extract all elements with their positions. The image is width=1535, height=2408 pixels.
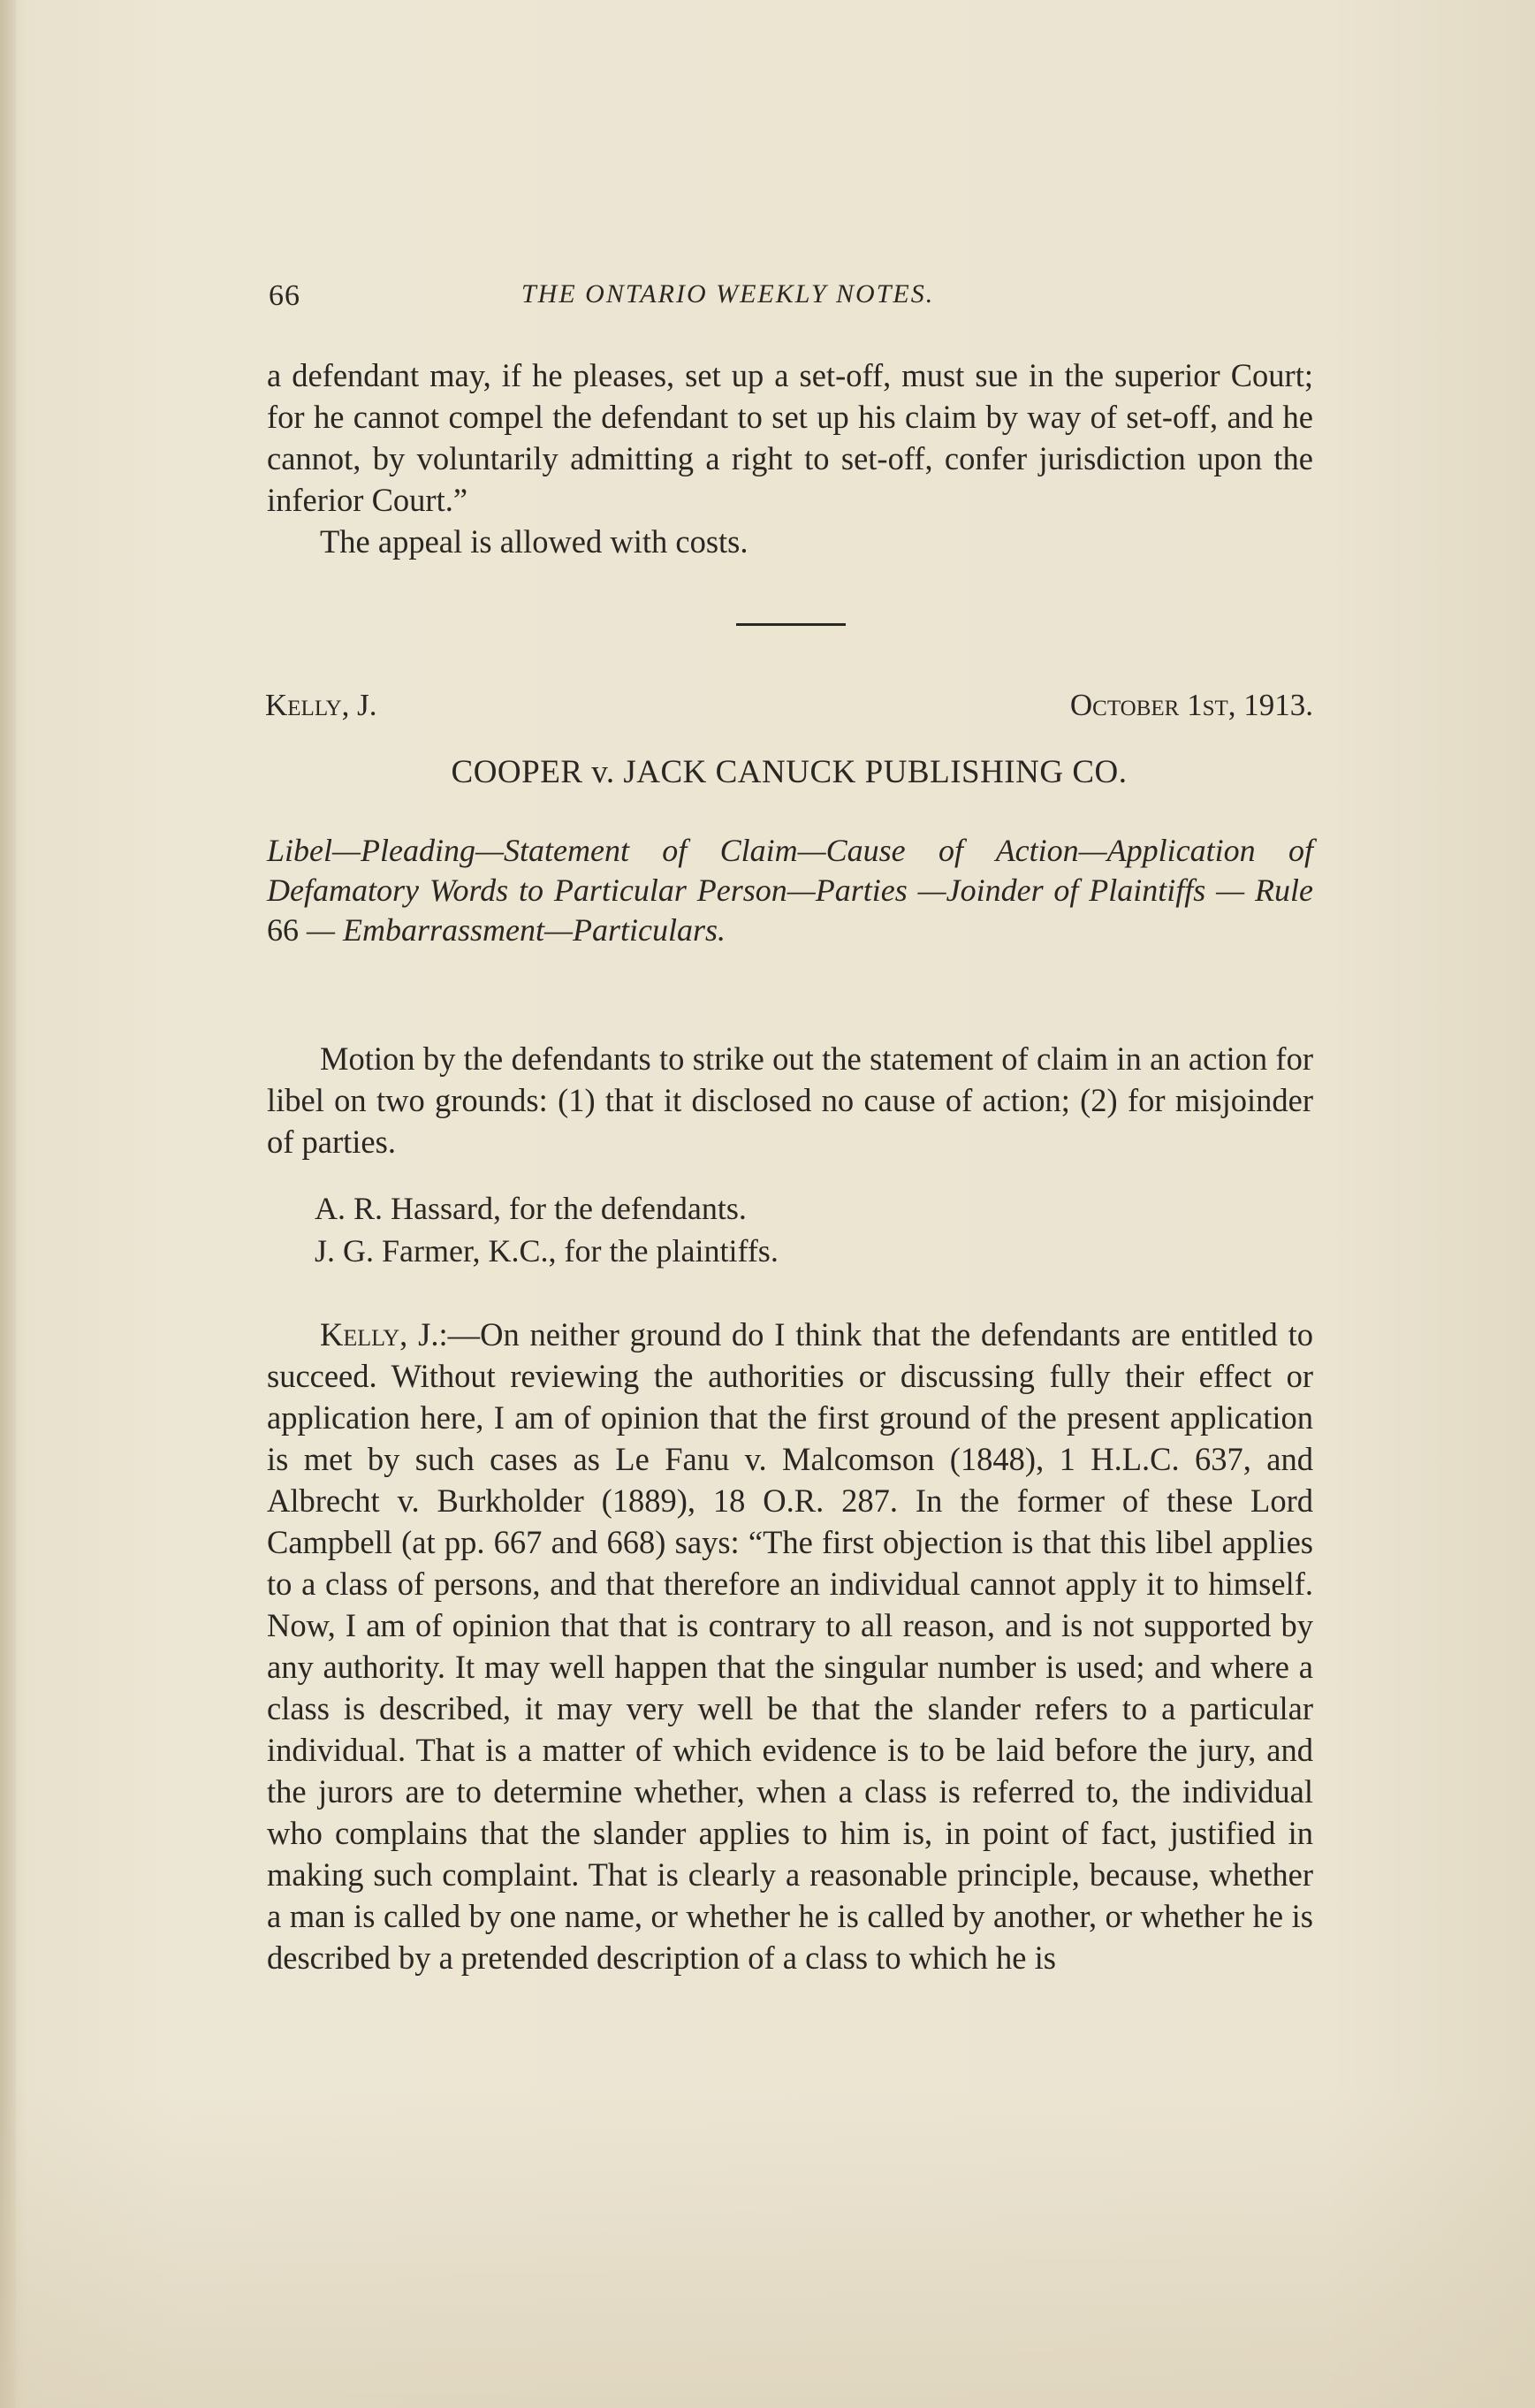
closing-line: The appeal is allowed with costs. bbox=[320, 523, 749, 560]
headnote-rule-number: 66 bbox=[267, 912, 299, 948]
judgment-body: :—On neither ground do I think that the defendants are entitled to succeed. Without reviewing the authorities or discussing fully their effect or application here, I am of opinion that the first ground of the present application is met by such cases as Le Fanu v. Malcomson (1848), 1 H.L.C. 637, and Albrecht v. Burkholder (1889), 18 O.R. 287. In the former of these Lord Campbell (at pp. 667 and 668) says: “The first objection is that this libel applies to a class of persons, and that therefore an individual cannot apply it to himself. Now, I am of opinion that that is contrary to all reason, and is not supported by any authority. It may well happen that the singular number is used; and where a class is described, it may very well be that the slander refers to a particular individual. That is a matter of which evidence is to be laid before the jury, and the jurors are to determine whether, when a class is referred to, the individual who complains that the slander applies to him is, in point of fact, justified in making such complaint. That is clearly a reasonable principle, because, whether a man is called by one name, or whether he is called by another, or whether he is described by a pretended description of a class to which he is bbox=[267, 1316, 1313, 1976]
carryover-text: a defendant may, if he pleases, set up a set-off, must sue in the superior Court; for he cannot compel the defendant to set up his claim by way of set-off, and he cannot, by voluntarily admitting a right to set-off, confer jurisdiction upon the inferior Court.” bbox=[267, 357, 1313, 518]
judgment-text bbox=[267, 1314, 1313, 1978]
judgment-paragraph bbox=[267, 1314, 1313, 1978]
counsel-list bbox=[315, 1187, 1287, 1272]
running-header bbox=[265, 279, 1317, 324]
headnote-part-a: Libel—Pleading—Statement of Claim—Cause of Action—Application of Defamatory Words to Particular Person—Parties —Joinder of Plaintiffs — Rule bbox=[267, 833, 1313, 908]
section-divider bbox=[736, 623, 846, 626]
headnote-part-b: — Embarrassment—Particulars. bbox=[307, 912, 726, 948]
counsel-plaintiffs: J. G. Farmer, K.C., for the plaintiffs. bbox=[315, 1233, 779, 1269]
counsel-defendants: A. R. Hassard, for the defendants. bbox=[315, 1191, 747, 1226]
binding-gutter bbox=[0, 0, 16, 2408]
decision-date: October 1st, 1913. bbox=[1069, 688, 1313, 722]
headnote bbox=[267, 831, 1313, 950]
motion-text: Motion by the defendants to strike out the statement of claim in an action for libel on two grounds: (1) that it disclosed no cause of action; (2) for misjoinder of parties. bbox=[267, 1040, 1313, 1160]
carryover-paragraph bbox=[267, 354, 1313, 562]
judge-date-line bbox=[265, 688, 1313, 728]
judge-name: Kelly, J. bbox=[265, 688, 377, 722]
running-title: THE ONTARIO WEEKLY NOTES. bbox=[521, 279, 935, 309]
motion-paragraph bbox=[267, 1038, 1313, 1162]
case-title: COOPER v. JACK CANUCK PUBLISHING CO. bbox=[451, 754, 1128, 790]
judgment-lead: Kelly, J. bbox=[320, 1316, 439, 1353]
paper-stain bbox=[0, 2090, 1535, 2408]
page-number: 66 bbox=[269, 279, 300, 312]
